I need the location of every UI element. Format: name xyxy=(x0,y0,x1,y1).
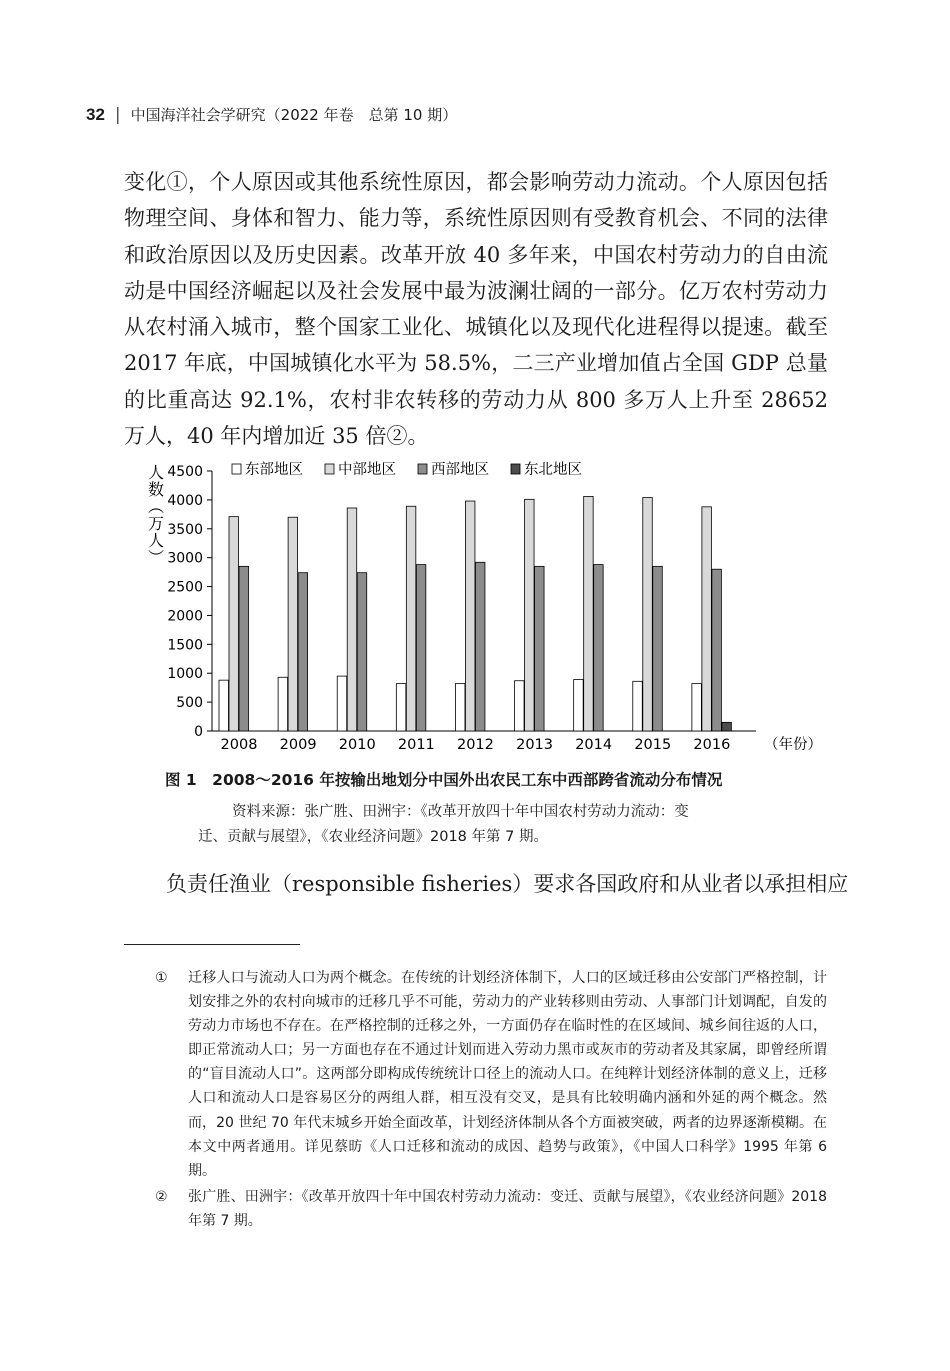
bar-2010-中部地区 xyxy=(347,508,357,731)
bar-2014-西部地区 xyxy=(594,565,604,731)
bar-2011-东部地区 xyxy=(396,684,406,731)
bar-2008-东部地区 xyxy=(219,680,229,731)
y-axis-label-char: 人 xyxy=(147,531,165,550)
bar-2008-中部地区 xyxy=(229,517,239,731)
bar-2012-西部地区 xyxy=(475,562,485,731)
footnote-2 xyxy=(155,1185,827,1233)
figure-source-line-1: 资料来源：张广胜、田洲宇：《改革开放四十年中国农村劳动力流动：变 xyxy=(232,804,689,820)
bar-2015-东部地区 xyxy=(633,681,643,731)
bar-chart xyxy=(136,458,826,758)
x-tick-label: 2008 xyxy=(220,737,258,753)
footnote-mark: ① xyxy=(155,970,168,986)
bar-2013-中部地区 xyxy=(525,499,535,731)
bar-2009-西部地区 xyxy=(298,573,308,731)
y-axis-label-char: 人 xyxy=(147,463,165,482)
bar-2010-东部地区 xyxy=(337,676,347,731)
footnote-1 xyxy=(155,966,827,1183)
header-separator: | xyxy=(114,105,121,125)
footnote-mark: ② xyxy=(155,1188,168,1205)
legend-label: 东北地区 xyxy=(524,462,582,478)
legend-swatch xyxy=(418,464,427,474)
bar-2016-西部地区 xyxy=(712,569,722,731)
x-tick-label: 2015 xyxy=(634,737,672,753)
footnote-text: 张广胜、田洲宇：《改革开放四十年中国农村劳动力流动：变迁、贡献与展望》，《农业经济问题》2018 年第 7 期。 xyxy=(188,1188,827,1229)
body-paragraph: 变化①，个人原因或其他系统性原因，都会影响劳动力流动。个人原因包括物理空间、身体和智力、能力等，系统性原因则有受教育机会、不同的法律和政治原因以及历史因素。改革开放 40 多年来，中国农村劳动力的自由流动是中国经济崛起以及社会发展中最为波澜壮阔的一部分。亿万农村劳动力从农村涌入城市，整个国家工业化、城镇化以及现代化进程得以提速。截至 2017 年底，中国城镇化水平为 58.5%，二三产业增加值占全国 GDP 总量的比重高达 92.1%，农村非农转移的劳动力从 800 多万人上升至 28652 万人，40 年内增加近 35 倍②。 xyxy=(124,170,828,449)
figure-source-line-2: 迁、贡献与展望》，《农业经济问题》2018 年第 7 期。 xyxy=(198,829,548,845)
y-tick-label: 4500 xyxy=(167,464,203,480)
bar-2016-东北地区 xyxy=(722,722,732,731)
bar-2011-中部地区 xyxy=(406,506,416,731)
page-number: 32 xyxy=(86,105,105,124)
y-axis-label-char: 万 xyxy=(147,514,165,533)
figure-caption: 图 1 2008～2016 年按输出地划分中国外出农民工东中西部跨省流动分布情况 xyxy=(165,771,723,789)
x-tick-label: 2013 xyxy=(516,737,554,753)
legend-label: 西部地区 xyxy=(431,462,489,478)
y-tick-label: 3500 xyxy=(167,521,203,538)
y-axis-label-char: ） xyxy=(146,548,165,566)
y-tick-label: 3000 xyxy=(167,550,203,567)
bar-2008-西部地区 xyxy=(239,566,249,731)
running-header xyxy=(86,104,457,125)
bar-2012-中部地区 xyxy=(465,501,475,731)
bar-2013-东部地区 xyxy=(515,681,525,731)
y-tick-label: 1500 xyxy=(167,637,203,654)
x-axis-label: （年份） xyxy=(764,737,822,753)
legend-swatch xyxy=(325,464,334,474)
bar-2015-西部地区 xyxy=(653,566,663,731)
legend-swatch xyxy=(511,464,520,474)
bar-2014-中部地区 xyxy=(584,496,594,731)
bar-2011-西部地区 xyxy=(416,565,426,731)
bar-2013-西部地区 xyxy=(535,566,545,731)
y-tick-label: 2500 xyxy=(167,579,203,596)
x-tick-label: 2014 xyxy=(575,737,613,753)
legend-label: 东部地区 xyxy=(245,462,303,478)
x-tick-label: 2016 xyxy=(693,737,731,753)
x-tick-label: 2011 xyxy=(397,737,435,753)
bar-2016-东部地区 xyxy=(692,684,702,731)
legend-swatch xyxy=(232,464,241,474)
footnotes xyxy=(155,966,827,1235)
body-text xyxy=(124,164,828,454)
bar-2009-中部地区 xyxy=(288,517,298,731)
y-axis-label-char: （ xyxy=(146,497,165,515)
footnote-rule xyxy=(124,944,300,945)
x-tick-label: 2012 xyxy=(456,737,494,753)
bar-2016-中部地区 xyxy=(702,507,712,731)
bar-2012-东部地区 xyxy=(455,684,465,731)
bar-2009-东部地区 xyxy=(278,677,288,731)
continuation-text: 负责任渔业（responsible fisheries）要求各国政府和从业者以承担相应 xyxy=(166,872,849,896)
footnote-text: 迁移人口与流动人口为两个概念。在传统的计划经济体制下，人口的区域迁移由公安部门严格控制，计划安排之外的农村向城市的迁移几乎不可能，劳动力的产业转移则由劳动、人事部门计划调配，自发的劳动力市场也不存在。在严格控制的迁移之外，一方面仍存在临时性的在区域间、城乡间往返的人口，即正常流动人口；另一方面也存在不通过计划而进入劳动力黑市或灰市的劳动者及其家属，即曾经所谓的“盲目流动人口”。这两部分即构成传统统计口径上的流动人口。在纯粹计划经济体制的意义上，迁移人口和流动人口是容易区分的两组人群，相互没有交叉，是具有比较明确内涵和外延的两个概念。然而，20 世纪 70 年代末城乡开始全面改革，计划经济体制从各个方面被突破，两者的边界逐渐模糊。在本文中两者通用。详见蔡昉《人口迁移和流动的成因、趋势与政策》，《中国人口科学》1995 年第 6 期。 xyxy=(188,970,827,1179)
bar-2010-西部地区 xyxy=(357,573,367,731)
journal-title: 中国海洋社会学研究（2022 年卷 总第 10 期） xyxy=(130,106,458,124)
y-axis-label-char: 数 xyxy=(147,480,165,499)
figure-source xyxy=(198,800,758,850)
bar-2014-东部地区 xyxy=(574,680,584,731)
x-tick-label: 2010 xyxy=(338,737,376,753)
x-tick-label: 2009 xyxy=(279,737,317,753)
y-tick-label: 500 xyxy=(176,695,203,712)
y-tick-label: 0 xyxy=(194,724,203,740)
legend-label: 中部地区 xyxy=(338,462,396,478)
y-tick-label: 2000 xyxy=(167,608,203,625)
y-tick-label: 4000 xyxy=(167,492,203,509)
bar-2015-中部地区 xyxy=(643,498,653,731)
y-tick-label: 1000 xyxy=(167,666,203,683)
